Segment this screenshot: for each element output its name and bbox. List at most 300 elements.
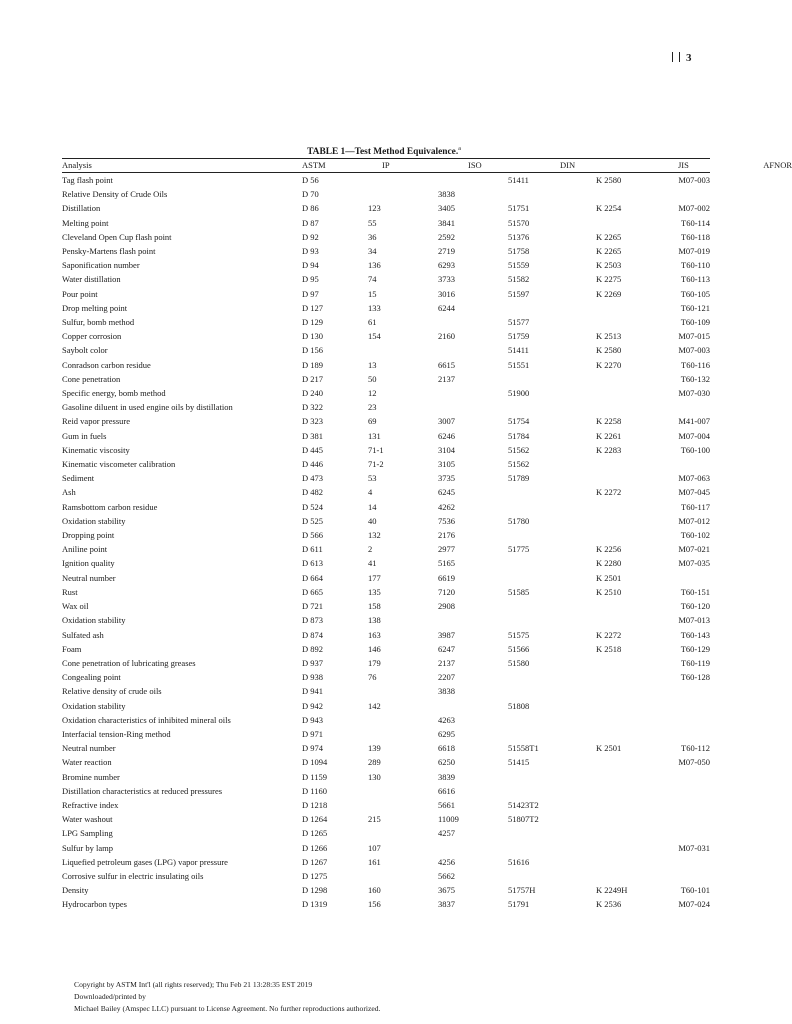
cell-jis: K 2280 [596,558,622,569]
cell-astm: D 94 [302,260,319,271]
cell-analysis: Kinematic viscosity [62,444,130,455]
cell-afnor: T60-143 [680,629,710,640]
cell-din [508,372,596,386]
cell-analysis: Tag flash point [62,175,113,185]
cell-afnor: M41-007 [678,416,710,427]
cell-afnor: M07-004 [678,430,710,441]
test-method-table-container [62,158,792,912]
cell-astm: D 473 [302,473,324,484]
table-row [62,784,710,798]
cell-ip: 74 [368,274,377,285]
cell-afnor: M07-063 [678,473,710,484]
cell-afnor: M07-012 [678,515,710,526]
cell-din: 51376 [508,231,530,242]
table-row [62,713,710,727]
table-row [62,556,710,570]
cell-analysis: Gasoline diluent in used engine oils by distillation [62,402,233,413]
table-row [62,585,710,599]
table-row [62,670,710,684]
table-row [62,443,710,457]
cell-afnor: M07-031 [678,842,710,853]
cell-din: 51791 [508,899,530,910]
cell-iso: 3838 [438,189,455,200]
table-row [62,216,710,230]
cell-astm: D 938 [302,672,324,683]
cell-din [508,684,596,698]
cell-iso: 3105 [438,459,455,470]
cell-analysis: Water washout [62,814,113,825]
cell-astm: D 942 [302,700,324,711]
cell-analysis: Sulfur, bomb method [62,317,135,328]
cell-analysis: Saybolt color [62,345,108,356]
cell-ip: 154 [368,331,381,342]
cell-astm: D 322 [302,402,324,413]
cell-afnor [654,812,710,826]
cell-analysis: Corrosive sulfur in electric insulating oils [62,870,204,881]
cell-afnor: T60-117 [681,501,710,512]
cell-din [508,301,596,315]
cell-analysis: Ignition quality [62,558,115,569]
cell-astm: D 86 [302,203,319,214]
cell-afnor [654,713,710,727]
cell-ip: 53 [368,473,377,484]
cell-din [508,187,596,201]
cell-afnor: T60-118 [681,231,710,242]
cell-iso: 5661 [438,799,455,810]
cell-astm: D 1275 [302,870,328,881]
cell-analysis: Cone penetration of lubricating greases [62,657,196,668]
cell-analysis: Neutral number [62,572,116,583]
cell-iso: 2977 [438,544,455,555]
table-row [62,485,710,499]
cell-ip [368,684,438,698]
table-row [62,869,710,883]
cell-astm: D 611 [302,544,323,555]
table-row [62,471,710,485]
cell-analysis: Relative Density of Crude Oils [62,189,168,200]
cell-analysis: Dropping point [62,530,115,541]
cell-din: 51415 [508,757,530,768]
cell-afnor [654,798,710,812]
cell-iso: 2908 [438,601,455,612]
table-row [62,301,710,315]
cell-astm: D 482 [302,487,324,498]
cell-astm: D 721 [302,601,324,612]
table-row [62,372,710,386]
cell-din: 51759 [508,331,530,342]
cell-iso: 6247 [438,643,455,654]
cell-jis [596,656,654,670]
cell-ip [368,187,438,201]
cell-ip: 142 [368,700,381,711]
table-row [62,741,710,755]
cell-jis [596,372,654,386]
table-row [62,699,710,713]
cell-iso: 3007 [438,416,455,427]
cell-iso: 2160 [438,331,455,342]
cell-ip: 50 [368,373,377,384]
cell-ip: 12 [368,388,377,399]
cell-iso: 6245 [438,487,455,498]
cell-ip: 55 [368,217,377,228]
cell-jis [596,400,654,414]
cell-jis [596,599,654,613]
cell-din [508,770,596,784]
cell-analysis: Oxidation characteristics of inhibited mineral oils [62,714,231,725]
cell-din [508,500,596,514]
cell-afnor: T60-129 [680,643,710,654]
cell-ip: 71-2 [368,459,384,470]
cell-afnor: T60-119 [681,657,710,668]
cell-iso [438,386,508,400]
footer-line-license: Michael Bailey (Amspec LLC) pursuant to License Agreement. No further reproductions authorized. [74,1004,381,1013]
cell-astm: D 941 [302,686,324,697]
test-method-table [62,159,792,172]
cell-ip: 13 [368,359,377,370]
cell-astm: D 93 [302,246,319,257]
cell-jis [596,770,654,784]
cell-astm: D 524 [302,501,324,512]
cell-analysis: Pour point [62,288,98,299]
cell-afnor: T60-132 [680,373,710,384]
cell-astm: D 323 [302,416,324,427]
cell-afnor: M07-003 [678,345,710,356]
cell-iso: 6250 [438,757,455,768]
table-row [62,855,710,869]
cell-astm: D 525 [302,515,324,526]
cell-jis: K 2272 [596,487,622,498]
table-row [62,173,710,187]
cell-jis [596,684,654,698]
cell-astm: D 1319 [302,899,328,910]
cell-jis: K 2275 [596,274,622,285]
cell-jis: K 2283 [596,444,622,455]
table-row [62,755,710,769]
cell-din: 51559 [508,260,530,271]
cell-jis: K 2272 [596,629,622,640]
table-row [62,514,710,528]
cell-din [508,713,596,727]
cell-afnor [654,571,710,585]
table-row [62,244,710,258]
cell-analysis: Gum in fuels [62,430,107,441]
cell-ip: 14 [368,501,377,512]
cell-ip: 160 [368,885,381,896]
cell-ip [368,784,438,798]
cell-iso: 6246 [438,430,455,441]
cell-din: 51580 [508,657,530,668]
table-row [62,684,710,698]
cell-analysis: Refractive index [62,799,119,810]
cell-din [508,400,596,414]
cell-jis [596,471,654,485]
table-row [62,343,710,357]
cell-din: 51757H [508,885,536,896]
column-header-iso: ISO [468,160,482,170]
cell-afnor [654,869,710,883]
cell-din: 51585 [508,586,530,597]
cell-astm: D 1298 [302,885,328,896]
cell-din: 51575 [508,629,530,640]
cell-iso: 3733 [438,274,455,285]
cell-jis: K 2261 [596,430,622,441]
cell-analysis: Interfacial tension-Ring method [62,728,171,739]
cell-iso: 6244 [438,302,455,313]
cell-astm: D 874 [302,629,324,640]
cell-jis: K 2513 [596,331,622,342]
cell-analysis: Hydrocarbon types [62,899,127,910]
table-row [62,429,710,443]
table-row [62,656,710,670]
table-row [62,201,710,215]
cell-analysis: Cleveland Open Cup flash point [62,231,172,242]
cell-astm: D 664 [302,572,324,583]
cell-afnor: T60-100 [680,444,710,455]
cell-astm: D 1264 [302,814,328,825]
cell-din [508,784,596,798]
table-row [62,272,710,286]
cell-iso: 2719 [438,246,455,257]
cell-analysis: Cone penetration [62,373,121,384]
cell-din [508,869,596,883]
cell-ip: 161 [368,856,381,867]
column-header-afnor: AFNOR [763,160,792,170]
cell-jis: K 2269 [596,288,622,299]
table-header [62,159,792,172]
cell-iso: 11009 [438,814,459,825]
cell-din: 51807T2 [508,814,539,825]
cell-jis [596,500,654,514]
cell-analysis: Drop melting point [62,302,128,313]
cell-jis [596,528,654,542]
cell-ip: 41 [368,558,377,569]
cell-analysis: Ramsbottom carbon residue [62,501,158,512]
cell-ip [368,343,438,357]
cell-jis: K 2501 [596,743,622,754]
cell-jis [596,315,654,329]
cell-iso: 2207 [438,672,455,683]
table-row [62,826,710,840]
footer-line-copyright: Copyright by ASTM Int'l (all rights reserved); Thu Feb 21 13:28:35 EST 2019 [74,980,313,989]
cell-din: 51751 [508,203,530,214]
cell-jis [596,798,654,812]
page-number [672,52,692,64]
cell-iso: 3838 [438,686,455,697]
column-header-jis: JIS [678,160,689,170]
cell-jis: K 2580 [596,345,622,356]
cell-analysis: Water distillation [62,274,121,285]
cell-analysis: Distillation characteristics at reduced pressures [62,785,223,796]
cell-iso: 3837 [438,899,455,910]
table-row [62,287,710,301]
cell-ip: 133 [368,302,381,313]
cell-analysis: Sediment [62,473,95,484]
cell-iso: 2176 [438,530,455,541]
cell-ip: 107 [368,842,381,853]
cell-din [508,528,596,542]
cell-iso [438,173,508,187]
cell-jis: K 2270 [596,359,622,370]
cell-ip: 138 [368,615,381,626]
cell-ip: 40 [368,515,377,526]
cell-afnor [654,784,710,798]
cell-din: 51551 [508,359,530,370]
cell-ip: 163 [368,629,381,640]
cell-afnor [654,855,710,869]
cell-analysis: Bromine number [62,771,120,782]
cell-afnor [654,727,710,741]
cell-iso: 2137 [438,657,455,668]
cell-din: 51808 [508,700,530,711]
table-title-footnote: a [458,146,461,152]
cell-din [508,826,596,840]
cell-ip: 158 [368,601,381,612]
cell-analysis: Congealing point [62,672,121,683]
cell-din [508,599,596,613]
cell-ip [368,826,438,840]
cell-din [508,571,596,585]
cell-ip: 15 [368,288,377,299]
table-row [62,613,710,627]
cell-din: 51780 [508,515,530,526]
cell-jis: K 2256 [596,544,622,555]
cell-analysis: Specific energy, bomb method [62,388,166,399]
column-header-analysis: Analysis [62,160,92,170]
cell-iso [438,613,508,627]
cell-ip: 34 [368,246,377,257]
cell-ip: 2 [368,544,373,555]
cell-ip: 132 [368,530,381,541]
cell-analysis: Melting point [62,217,109,228]
table-row [62,315,710,329]
cell-ip: 123 [368,203,381,214]
cell-afnor [654,457,710,471]
cell-astm: D 129 [302,317,324,328]
cell-afnor: M07-030 [678,388,710,399]
cell-afnor: T60-128 [680,672,710,683]
cell-iso: 3016 [438,288,455,299]
table-title [0,146,768,157]
cell-jis [596,812,654,826]
cell-ip: 179 [368,657,381,668]
cell-afnor: M07-015 [678,331,710,342]
cell-analysis: Liquefied petroleum gases (LPG) vapor pressure [62,856,228,867]
cell-jis [596,301,654,315]
cell-analysis: Sulfur by lamp [62,842,113,853]
cell-iso [438,400,508,414]
cell-analysis: Ash [62,487,76,498]
cell-analysis: Copper corrosion [62,331,122,342]
cell-ip: 76 [368,672,377,683]
cell-astm: D 97 [302,288,319,299]
cell-afnor: T60-113 [681,274,710,285]
cell-afnor: M07-021 [678,544,710,555]
cell-jis: K 2265 [596,246,622,257]
cell-ip: 130 [368,771,381,782]
table-row [62,358,710,372]
cell-afnor: M07-050 [678,757,710,768]
cell-iso: 5165 [438,558,455,569]
cell-jis [596,841,654,855]
test-method-table-body [62,173,710,912]
cell-jis: K 2265 [596,231,622,242]
cell-astm: D 1267 [302,856,328,867]
cell-iso [438,841,508,855]
cell-jis: K 2518 [596,643,622,654]
cell-din [508,841,596,855]
cell-afnor: M07-024 [678,899,710,910]
cell-din: 51900 [508,388,530,399]
cell-astm: D 665 [302,586,324,597]
cell-astm: D 943 [302,714,324,725]
cell-astm: D 156 [302,345,324,356]
cell-jis: K 2510 [596,586,622,597]
cell-jis [596,514,654,528]
cell-afnor: T60-102 [680,530,710,541]
cell-jis [596,869,654,883]
table-row [62,599,710,613]
cell-afnor: T60-109 [680,317,710,328]
cell-iso: 3735 [438,473,455,484]
cell-iso: 3405 [438,203,455,214]
footer-line-downloaded: Downloaded/printed by [74,992,146,1001]
cell-jis: K 2258 [596,416,622,427]
cell-din [508,613,596,627]
cell-astm: D 937 [302,657,324,668]
cell-jis [596,727,654,741]
cell-jis: K 2503 [596,260,622,271]
cell-analysis: LPG Sampling [62,828,113,839]
table-row [62,400,710,414]
cell-analysis: Water reaction [62,757,112,768]
cell-afnor: M07-035 [678,558,710,569]
cell-ip [368,798,438,812]
cell-iso [438,315,508,329]
cell-astm: D 566 [302,530,324,541]
cell-iso: 3839 [438,771,455,782]
cell-iso: 3841 [438,217,455,228]
cell-din: 51562 [508,459,530,470]
cell-iso: 5662 [438,870,455,881]
cell-din: 51789 [508,473,530,484]
cell-ip [368,869,438,883]
cell-astm: D 974 [302,743,324,754]
cell-jis [596,670,654,684]
cell-analysis: Oxidation stability [62,700,126,711]
table-row [62,386,710,400]
cell-ip [368,713,438,727]
cell-analysis: Conradson carbon residue [62,359,151,370]
cell-afnor: M07-045 [678,487,710,498]
cell-din: 51616 [508,856,530,867]
cell-astm: D 127 [302,302,324,313]
cell-afnor: M07-013 [678,615,710,626]
table-row [62,457,710,471]
cell-din: 51562 [508,444,530,455]
cell-jis: K 2501 [596,572,622,583]
table-row [62,642,710,656]
table-row [62,812,710,826]
cell-astm: D 130 [302,331,324,342]
cell-din: 51784 [508,430,530,441]
double-bar-mark [672,52,680,62]
cell-iso: 7536 [438,515,455,526]
cell-din: 51577 [508,317,530,328]
cell-ip: 135 [368,586,381,597]
cell-analysis: Neutral number [62,743,116,754]
cell-analysis: Foam [62,643,82,654]
cell-jis [596,457,654,471]
